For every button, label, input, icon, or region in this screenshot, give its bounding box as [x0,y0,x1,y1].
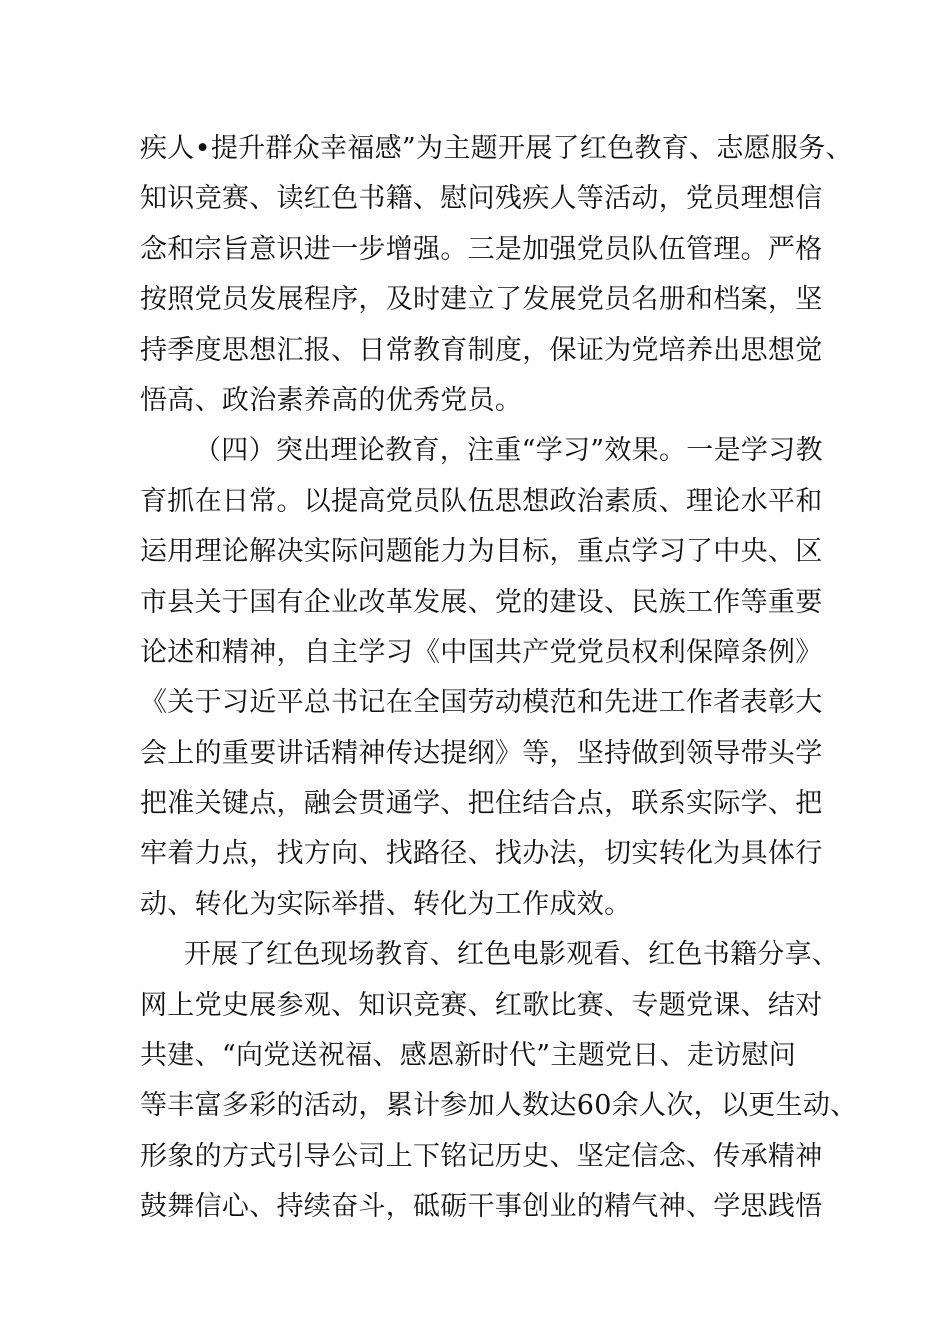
text-line: 育抓在日常。以提高党员队伍思想政治素质、理论水平和 [140,485,823,517]
text-line: 疾人•提升群众幸福感”为主题开展了红色教育、志愿服务、 [140,133,853,164]
text-line: 共建、“向党送祝福、感恩新时代”主题党日、走访慰问 [140,1040,797,1072]
text-line: 悟高、政治素养高的优秀党员。 [140,384,523,416]
text-line: 念和宗旨意识进一步增强。三是加强党员队伍管理。严格 [140,233,823,265]
paragraph-first-line: （四）突出理论教育，注重“学习”效果。一是学习教 [194,435,823,467]
text-line: 牢着力点，找方向、找路径、找办法，切实转化为具体行 [140,838,823,870]
text-line: 形象的方式引导公司上下铭记历史、坚定信念、传承精神 [140,1140,823,1172]
text-line: 《关于习近平总书记在全国劳动模范和先进工作者表彰大 [140,687,823,719]
document-body [140,124,858,1233]
text-line: 网上党史展参观、知识竞赛、红歌比赛、专题党课、结对 [140,989,823,1021]
text-line: 论述和精神，自主学习《中国共产党党员权利保障条例》 [140,636,823,668]
text-line: 等丰富多彩的活动，累计参加人数达60余人次，以更生动、 [140,1090,858,1122]
text-line: 会上的重要讲话精神传达提纲》等，坚持做到领导带头学 [140,737,823,769]
text-line: 运用理论解决实际问题能力为目标，重点学习了中央、区 [140,536,823,568]
text-line: 知识竞赛、读红色书籍、慰问残疾人等活动，党员理想信 [140,183,823,215]
text-line: 动、转化为实际举措、转化为工作成效。 [140,888,632,920]
text-line: 鼓舞信心、持续奋斗，砥砺干事创业的精气神、学思践悟 [140,1191,823,1223]
text-line: 持季度思想汇报、日常教育制度，保证为党培养出思想觉 [140,334,823,366]
text-line: 把准关键点，融会贯通学、把住结合点，联系实际学、把 [140,788,823,820]
text-line: 按照党员发展程序，及时建立了发展党员名册和档案，坚 [140,284,823,316]
paragraph-first-line: 开展了红色现场教育、红色电影观看、红色书籍分享、 [184,939,840,971]
text-line: 市县关于国有企业改革发展、党的建设、民族工作等重要 [140,586,823,618]
